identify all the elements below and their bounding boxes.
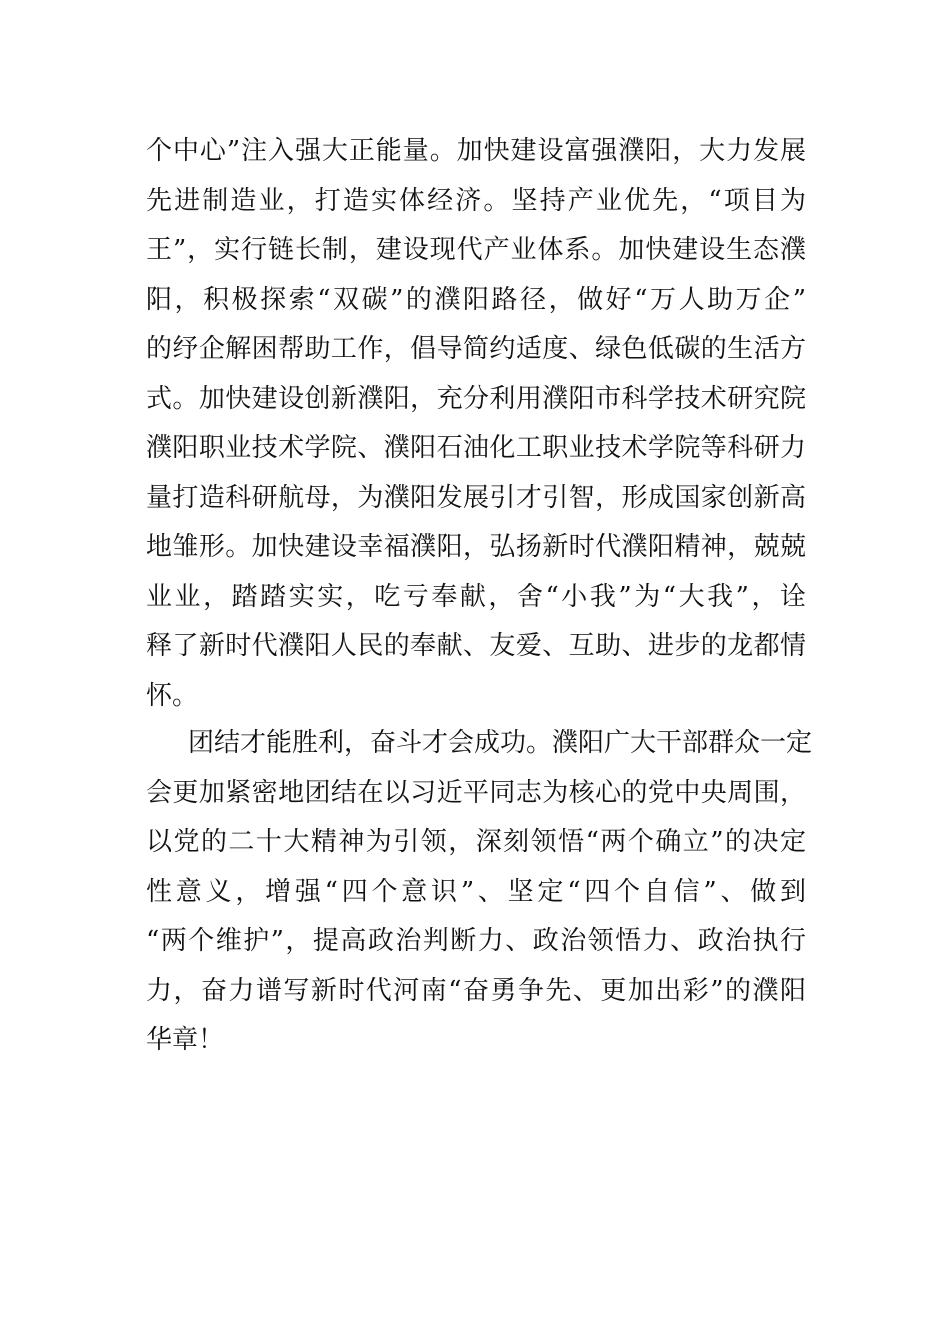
text-line: 释了新时代濮阳人民的奉献、友爱、互助、进步的龙都情 xyxy=(146,631,806,661)
text-line: 式。加快建设创新濮阳，充分利用濮阳市科学技术研究院 xyxy=(146,383,806,414)
text-line: 的纾企解困帮助工作，倡导简约适度、绿色低碳的生活方 xyxy=(146,334,806,364)
text-line: 先进制造业，打造实体经济。坚持产业优先，“项目为 xyxy=(146,185,806,216)
paragraph-development xyxy=(146,127,806,721)
text-line: 个中心”注入强大正能量。加快建设富强濮阳，大力发展 xyxy=(146,136,806,166)
text-line: 阳，积极探索“双碳”的濮阳路径，做好“万人助万企” xyxy=(146,284,806,315)
text-line: 业业，踏踏实实，吃亏奉献，舍“小我”为“大我”，诠 xyxy=(146,581,806,612)
text-line: 性意义，增强“四个意识”、坚定“四个自信”、做到 xyxy=(146,876,806,907)
text-line: “两个维护”，提高政治判断力、政治领悟力、政治执行 xyxy=(146,926,806,956)
text-line: 地雏形。加快建设幸福濮阳，弘扬新时代濮阳精神，兢兢 xyxy=(146,532,806,562)
text-line: 华章！ xyxy=(146,1025,225,1055)
text-line: 量打造科研航母，为濮阳发展引才引智，形成国家创新高 xyxy=(146,482,806,513)
text-line: 以党的二十大精神为引领，深刻领悟“两个确立”的决定 xyxy=(146,827,806,857)
text-line: 怀。 xyxy=(146,680,199,711)
text-line: 会更加紧密地团结在以习近平同志为核心的党中央周围， xyxy=(146,777,806,808)
text-line: 力，奋力谱写新时代河南“奋勇争先、更加出彩”的濮阳 xyxy=(146,975,806,1006)
text-line: 团结才能胜利，奋斗才会成功。濮阳广大干部群众一定 xyxy=(188,728,813,758)
text-line: 濮阳职业技术学院、濮阳石油化工职业技术学院等科研力 xyxy=(146,433,806,463)
text-line: 王”，实行链长制，建设现代产业体系。加快建设生态濮 xyxy=(146,235,806,265)
paragraph-unity xyxy=(146,719,813,1066)
